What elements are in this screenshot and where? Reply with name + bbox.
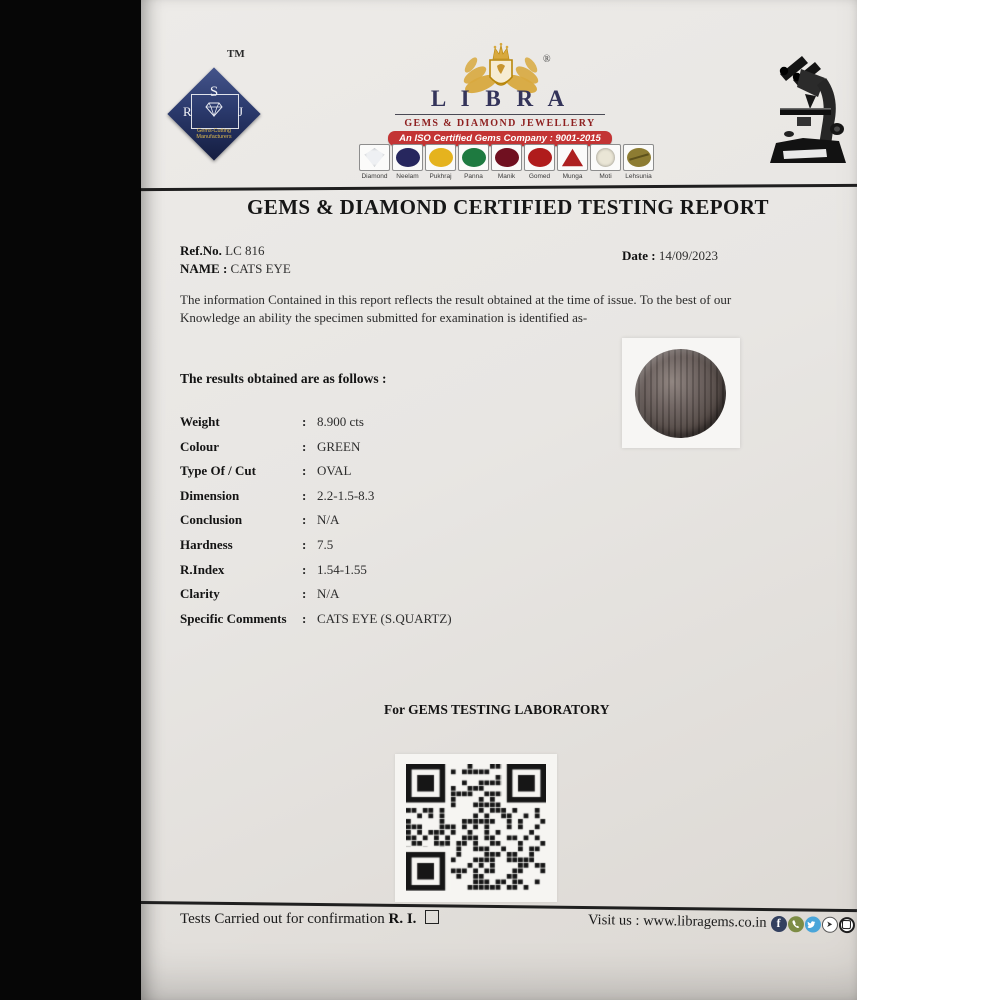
gem-cell-gomed: Gomed: [524, 144, 555, 180]
rsj-letter-j: J: [237, 104, 243, 119]
gem-swatch: [491, 144, 522, 171]
registered-mark: ®: [543, 54, 551, 65]
results-heading: The results obtained are as follows :: [180, 371, 387, 386]
header-divider: [141, 184, 857, 191]
manik-gem-icon: [495, 148, 519, 167]
gem-swatch: [458, 144, 489, 171]
libra-subtitle: GEMS & DIAMOND JEWELLERY: [404, 118, 596, 129]
panna-gem-icon: [462, 148, 486, 167]
result-row-weight: Weight : 8.900 cts: [180, 414, 364, 429]
qr-canvas: [406, 764, 546, 891]
ref-value: LC 816: [225, 243, 265, 258]
neelam-gem-icon: [396, 148, 420, 167]
website-text: Visit us : www.libragems.co.in: [587, 912, 767, 931]
moti-gem-icon: [596, 148, 615, 167]
result-row-conclusion: Conclusion : N/A: [180, 512, 340, 528]
gem-cell-moti: Moti: [590, 144, 621, 180]
reference-block: [180, 242, 291, 278]
gem-swatch: [590, 144, 621, 171]
ri-checkbox: [425, 910, 439, 924]
certificate-paper: [141, 0, 857, 1000]
diamond-gem-icon: [364, 148, 385, 167]
trademark-label: TM: [227, 48, 245, 60]
libra-divider: [395, 114, 605, 115]
libra-wordmark: L I B R A: [430, 86, 570, 111]
name-value: CATS EYE: [230, 261, 291, 276]
gem-swatch: [623, 144, 654, 171]
gem-swatch: [392, 144, 423, 171]
confirmation-text: Tests Carried out for confirmation: [180, 911, 385, 927]
pukhraj-gem-icon: [429, 148, 453, 167]
share-icon: [821, 916, 837, 932]
result-row-clarity: Clarity : N/A: [180, 586, 340, 602]
gemstone-photo: [622, 338, 740, 448]
intro-paragraph: [180, 291, 828, 327]
social-icons: [770, 915, 854, 932]
date-value: 14/09/2023: [658, 248, 719, 263]
rsj-letter-s: S: [209, 84, 219, 100]
gomed-gem-icon: [528, 148, 552, 167]
facebook-icon: f: [770, 915, 786, 931]
twitter-icon: [804, 916, 820, 932]
munga-gem-icon: [561, 148, 584, 168]
gem-swatch: [359, 144, 390, 171]
iso-banner: An ISO Certified Gems Company : 9001-2015: [388, 131, 612, 146]
lehsunia-gem-icon: [627, 148, 651, 167]
rsj-letter-r: R: [183, 104, 192, 119]
gem-cell-neelam: Neelam: [392, 144, 423, 180]
result-row-dimension: Dimension : 2.2-1.5-8.3: [180, 487, 375, 503]
footer-confirmation: [180, 910, 439, 928]
intro-line-1: The information Contained in this report reflects the result obtained at the time of issue. To the best of our: [180, 292, 732, 307]
whatsapp-icon: [787, 916, 803, 932]
result-row-cut: Type Of / Cut : OVAL: [180, 463, 352, 479]
gem-cell-munga: Munga: [557, 144, 588, 180]
diamond-glyph-icon: [205, 102, 223, 117]
gem-swatch: [524, 144, 555, 171]
gem-cell-diamond: Diamond: [359, 144, 390, 180]
gem-swatch: [425, 144, 456, 171]
gem-cell-pukhraj: Pukhraj: [425, 144, 456, 180]
rsj-caption: Gems-Cutting Manufacturers: [196, 128, 232, 140]
name-label: NAME :: [180, 261, 228, 276]
gem-swatch: [557, 144, 588, 171]
scan-black-edge: [0, 0, 141, 1000]
intro-line-2: Knowledge an ability the specimen submitted for examination is identified as-: [180, 310, 588, 325]
microscope-image: [753, 46, 857, 166]
result-row-hardness: Hardness : 7.5: [180, 536, 334, 552]
qr-code: [395, 754, 557, 902]
rsj-logo: [168, 68, 260, 160]
result-row-colour: Colour : GREEN: [180, 438, 361, 454]
result-row-comments: Specific Comments : CATS EYE (S.QUARTZ): [180, 610, 452, 626]
ref-line: [180, 242, 291, 260]
laboratory-signature: For GEMS TESTING LABORATORY: [384, 702, 610, 717]
date-label: Date :: [622, 248, 656, 263]
ref-label: Ref.No.: [180, 243, 222, 258]
results-table: [180, 414, 610, 635]
report-title: GEMS & DIAMOND CERTIFIED TESTING REPORT: [247, 195, 769, 219]
gem-cell-panna: Panna: [458, 144, 489, 180]
ri-label: R. I.: [388, 911, 417, 927]
footer-visit: [588, 912, 855, 933]
gem-cell-manik: Manik: [491, 144, 522, 180]
date-block: [622, 248, 718, 264]
gem-strip: [359, 144, 655, 180]
gem-cell-lehsunia: Lehsunia: [623, 144, 654, 180]
name-line: [180, 260, 291, 278]
result-row-rindex: R.Index : 1.54-1.55: [180, 561, 367, 577]
instagram-icon: [838, 916, 854, 932]
cats-eye-stone: [632, 346, 729, 441]
